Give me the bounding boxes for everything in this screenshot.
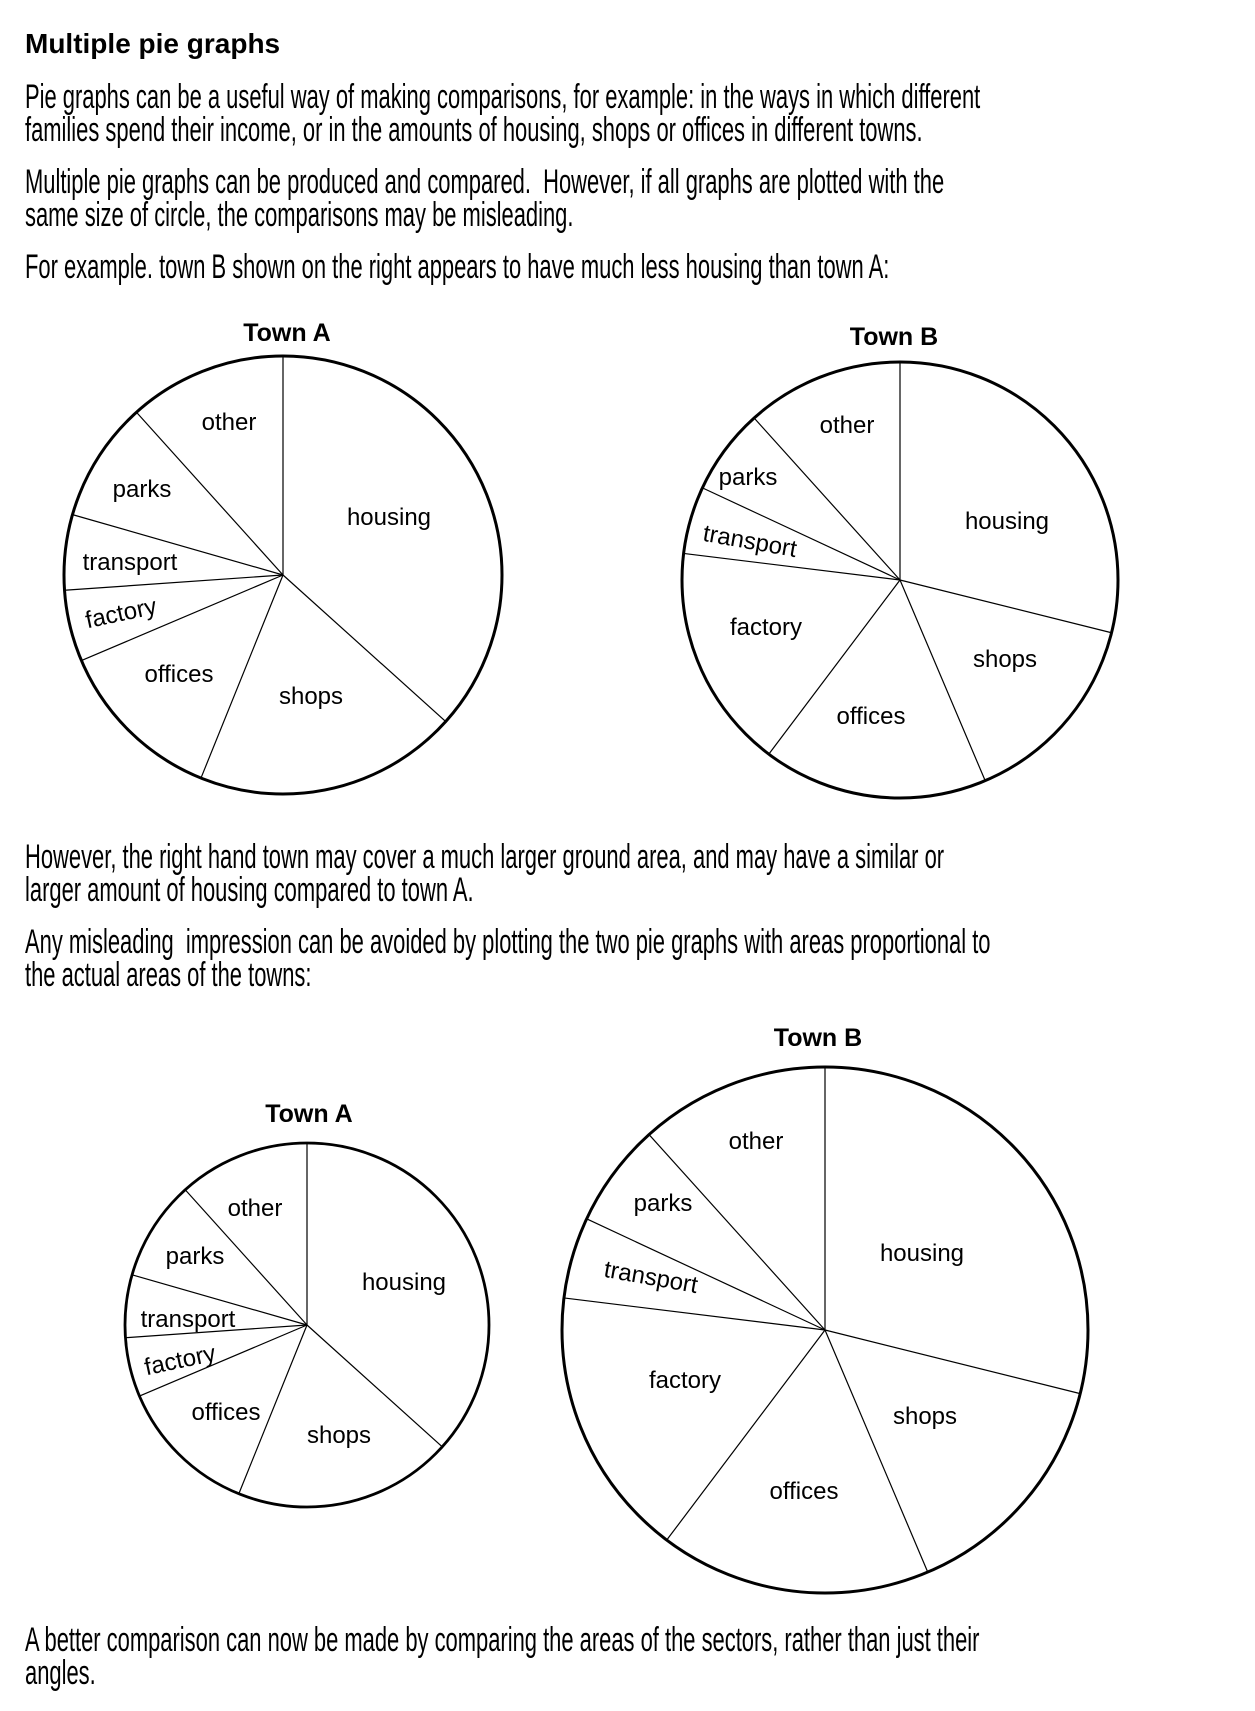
pie-label-parks: parks [633, 1190, 693, 1217]
pie-label-other: other [819, 412, 875, 439]
sector-divider [825, 1330, 1080, 1394]
sector-divider [65, 575, 283, 590]
sector-divider [825, 1330, 928, 1572]
pie-label-factory: factory [83, 592, 160, 635]
pie-label-shops: shops [972, 646, 1038, 673]
pie-label-offices: offices [769, 1478, 839, 1505]
pie-chart-town-a-equal-size [64, 319, 502, 794]
pie-label-parks: parks [165, 1243, 225, 1270]
paragraph-line: larger amount of housing compared to town A. [25, 871, 474, 909]
pie-chart-title: Town A [243, 319, 331, 347]
pie-label-housing: housing [879, 1240, 965, 1267]
pie-label-factory: factory [142, 1339, 219, 1382]
pie-chart-title: Town B [849, 323, 939, 351]
paragraph-line: the actual areas of the towns: [25, 956, 312, 994]
pie-label-factory: factory [729, 614, 803, 641]
pie-label-shops: shops [278, 683, 344, 710]
pie-label-other: other [201, 409, 257, 436]
paragraph-line: Pie graphs can be a useful way of making comparisons, for example: in the ways in which different [25, 78, 981, 116]
pie-chart-town-a-area-proportional [125, 1100, 489, 1507]
pie-label-housing: housing [964, 508, 1050, 535]
pie-label-housing: housing [361, 1269, 447, 1296]
pie-chart-title: Town A [265, 1100, 353, 1128]
paragraph-line: angles. [25, 1654, 96, 1692]
sector-divider [667, 1330, 825, 1540]
paragraph-line: However, the right hand town may cover a much larger ground area, and may have a similar or [25, 838, 945, 876]
pie-label-shops: shops [892, 1403, 958, 1430]
paragraph-line: Multiple pie graphs can be produced and compared. However, if all graphs are plotted with the [25, 163, 945, 201]
pie-label-shops: shops [306, 1422, 372, 1449]
sector-divider [900, 580, 985, 781]
sector-divider [649, 1135, 825, 1330]
pie-label-factory: factory [648, 1367, 722, 1394]
pie-chart-title: Town B [773, 1024, 863, 1052]
pie-chart-town-b-equal-size [682, 323, 1118, 798]
sector-divider [564, 1298, 825, 1330]
pie-chart-town-b-area-proportional [562, 1024, 1088, 1593]
pie-label-other: other [728, 1128, 784, 1155]
paragraph-line: same size of circle, the comparisons may be misleading. [25, 196, 574, 234]
paragraph-line: Any misleading impression can be avoided by plotting the two pie graphs with areas proportional to [25, 923, 991, 961]
page-heading: Multiple pie graphs [25, 28, 281, 59]
pie-label-offices: offices [836, 703, 906, 730]
pie-label-parks: parks [112, 476, 172, 503]
pie-label-parks: parks [718, 464, 778, 491]
pie-label-other: other [227, 1195, 283, 1222]
pie-label-transport: transport [140, 1306, 236, 1333]
pie-label-offices: offices [144, 661, 214, 688]
paragraph-line: families spend their income, or in the amounts of housing, shops or offices in different towns. [25, 111, 923, 149]
pie-label-transport: transport [82, 549, 178, 576]
paragraph-line: For example. town B shown on the right appears to have much less housing than town A: [25, 248, 890, 286]
pie-label-offices: offices [191, 1399, 261, 1426]
pie-label-transport: transport [601, 1255, 700, 1300]
paragraph-line: A better comparison can now be made by comparing the areas of the sectors, rather than just their [25, 1621, 980, 1659]
pie-label-transport: transport [700, 519, 799, 564]
sector-divider [900, 580, 1112, 633]
pie-label-housing: housing [346, 504, 432, 531]
